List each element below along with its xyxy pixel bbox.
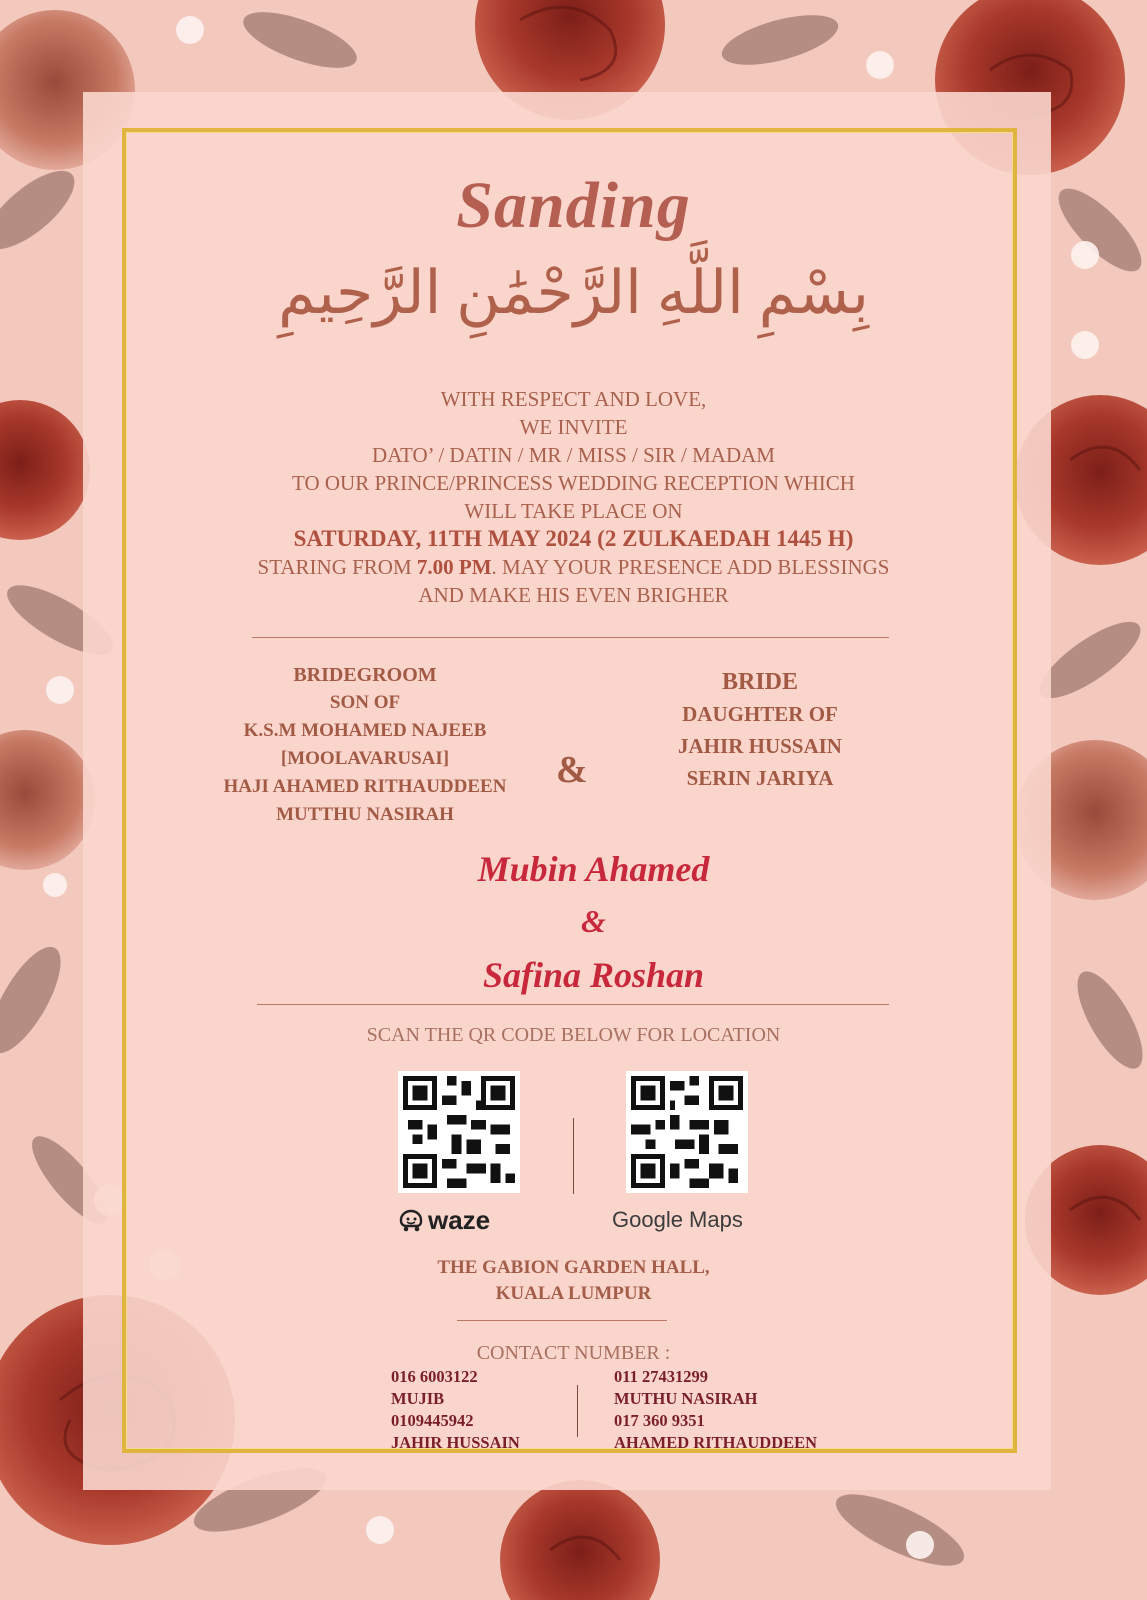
contact-entry: MUTHU NASIRAH	[614, 1389, 758, 1408]
time-prefix: STARING FROM	[257, 555, 417, 579]
contact-entry: AHAMED RITHAUDDEEN	[614, 1433, 818, 1452]
waze-logo	[396, 1205, 490, 1236]
intro-line: TO OUR PRINCE/PRINCESS WEDDING RECEPTION WHICH	[292, 471, 855, 495]
event-time-line	[0, 553, 1147, 581]
intro-line: WE INVITE	[519, 415, 628, 439]
venue-line: KUALA LUMPUR	[495, 1283, 652, 1304]
google-maps-qr-code[interactable]	[626, 1071, 748, 1193]
bride-parent-line: JAHIR HUSSAIN	[678, 734, 842, 758]
event-day: SATURDAY	[293, 526, 416, 551]
bride-name: Safina Roshan	[482, 955, 705, 995]
scan-instruction: SCAN THE QR CODE BELOW FOR LOCATION	[366, 1024, 781, 1046]
intro-line: DATO’ / DATIN / MR / MISS / SIR / MADAM	[372, 443, 775, 467]
contact-heading: CONTACT NUMBER :	[476, 1342, 671, 1364]
divider	[252, 637, 889, 638]
intro-line: WITH RESPECT AND LOVE,	[440, 387, 707, 411]
event-date-rest: , 11TH MAY 2024 (2 ZULKAEDAH 1445 H)	[415, 526, 854, 551]
groom-parent-line: HAJI AHAMED RITHAUDDEEN	[223, 776, 507, 797]
contact-entry: JAHIR HUSSAIN	[391, 1433, 520, 1452]
waze-label: waze	[428, 1205, 491, 1235]
groom-parents	[200, 661, 530, 829]
bride-parents	[630, 666, 890, 794]
contact-entry: 017 360 9351	[614, 1411, 705, 1430]
groom-parent-line: K.S.M MOHAMED NAJEEB	[243, 720, 487, 741]
page-title: Sanding	[456, 169, 691, 242]
event-date	[0, 525, 1147, 553]
groom-parent-line: MUTTHU NASIRAH	[276, 804, 454, 825]
contact-entry: 0109445942	[391, 1411, 474, 1430]
contacts-right	[614, 1366, 817, 1454]
intro-line: AND MAKE HIS EVEN BRIGHER	[418, 583, 729, 607]
divider	[457, 1320, 667, 1321]
families-ampersand: &	[556, 749, 588, 791]
bride-heading: BRIDE	[721, 669, 799, 695]
contact-separator	[577, 1385, 578, 1437]
divider	[257, 1004, 889, 1005]
qr-separator	[573, 1118, 574, 1194]
groom-heading: BRIDEGROOM	[293, 664, 437, 686]
event-time: 7.00 PM	[416, 555, 492, 579]
contact-entry: 016 6003122	[391, 1367, 478, 1386]
contacts-left	[391, 1366, 520, 1454]
invitation-text	[0, 385, 1147, 609]
couple-ampersand: &	[581, 903, 606, 939]
venue-address	[0, 1255, 1147, 1307]
contact-entry: 011 27431299	[614, 1367, 708, 1386]
bride-relation: DAUGHTER OF	[682, 702, 838, 726]
google-maps-logo: Google Maps	[612, 1207, 743, 1232]
time-suffix: . MAY YOUR PRESENCE ADD BLESSINGS	[491, 555, 890, 579]
venue-line: THE GABION GARDEN HALL,	[437, 1257, 710, 1278]
contact-entry: MUJIB	[391, 1389, 445, 1408]
waze-qr-code[interactable]	[398, 1071, 520, 1193]
intro-line: WILL TAKE PLACE ON	[464, 499, 683, 523]
basmala-calligraphy: بِسْمِ اللَّهِ الرَّحْمَٰنِ الرَّحِيمِ	[278, 260, 869, 326]
waze-icon	[396, 1208, 426, 1234]
groom-relation: SON OF	[329, 692, 401, 713]
groom-name: Mubin Ahamed	[477, 849, 710, 889]
groom-parent-line: [MOOLAVARUSAI]	[280, 748, 450, 769]
bride-parent-line: SERIN JARIYA	[686, 766, 834, 790]
